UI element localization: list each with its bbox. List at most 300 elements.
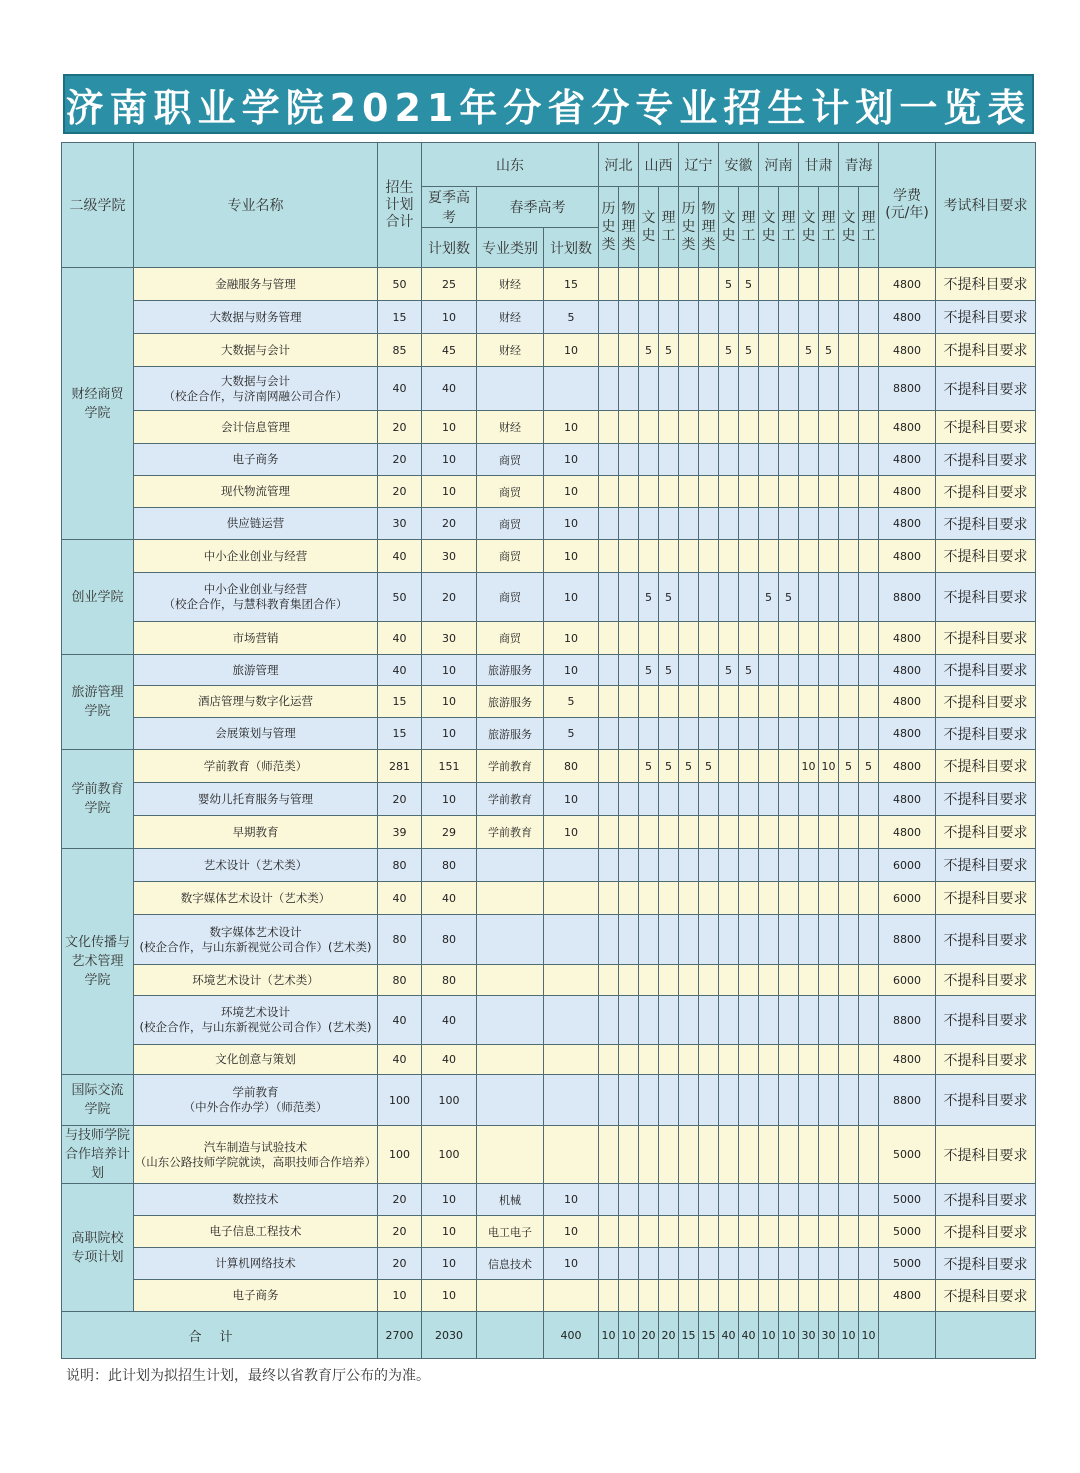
summer-plan-cell: 80 [422,915,477,965]
tuition-cell: 4800 [879,718,936,750]
province-plan-cell [859,444,879,476]
province-plan-cell [619,996,639,1045]
province-plan-cell [599,1126,619,1184]
province-plan-cell [639,411,659,444]
province-plan-sum: 10 [599,1312,619,1359]
province-plan-cell [659,783,679,816]
province-plan-cell [719,750,739,783]
enrollment-plan-table [61,142,1036,1359]
province-plan-cell [699,882,719,915]
tuition-cell: 4800 [879,301,936,334]
province-plan-cell: 5 [699,750,719,783]
province-plan-cell [819,1216,839,1248]
province-plan-cell [699,718,719,750]
province-plan-cell [759,444,779,476]
province-plan-cell [739,1075,759,1126]
province-plan-cell [739,686,759,718]
province-plan-sum: 15 [679,1312,699,1359]
summer-plan-cell: 100 [422,1075,477,1126]
province-plan-sum: 20 [659,1312,679,1359]
province-plan-cell [759,1248,779,1280]
province-plan-cell [839,476,859,508]
province-plan-cell [599,411,619,444]
province-plan-cell [859,882,879,915]
province-plan-cell [859,268,879,301]
province-plan-cell: 10 [819,750,839,783]
table-row [62,1126,1036,1184]
province-plan-cell [619,718,639,750]
province-plan-cell: 5 [839,750,859,783]
exam-requirement-cell: 不提科目要求 [936,686,1036,718]
province-plan-cell: 5 [639,573,659,622]
summer-plan-cell: 40 [422,882,477,915]
province-plan-cell [639,1280,659,1312]
total-plan-sum: 2700 [378,1312,422,1359]
province-plan-cell [859,573,879,622]
province-plan-cell [859,334,879,367]
summer-plan-cell: 10 [422,301,477,334]
province-plan-cell [779,540,799,573]
exam-requirement-cell: 不提科目要求 [936,540,1036,573]
province-plan-cell [719,1045,739,1075]
header-province-anhui: 安徽 [719,143,759,187]
spring-category-cell: 财经 [477,411,544,444]
province-plan-cell [679,718,699,750]
province-plan-cell [719,996,739,1045]
province-plan-cell [679,849,699,882]
province-plan-cell [779,622,799,655]
spring-plan-cell [544,996,599,1045]
header-subject: 物 理 类 [699,187,719,268]
table-row [62,1075,1036,1126]
province-plan-cell [759,849,779,882]
spring-plan-cell [544,367,599,411]
total-plan-cell: 40 [378,655,422,686]
province-plan-cell [859,915,879,965]
major-cell: 大数据与会计 [134,334,378,367]
major-cell: 旅游管理 [134,655,378,686]
tuition-cell: 4800 [879,476,936,508]
province-plan-cell [679,816,699,849]
province-plan-sum: 10 [619,1312,639,1359]
province-plan-cell [759,965,779,996]
province-plan-cell [779,411,799,444]
spring-plan-cell: 10 [544,783,599,816]
province-plan-cell [719,783,739,816]
province-plan-cell [799,573,819,622]
province-plan-cell [719,816,739,849]
province-plan-cell [839,849,859,882]
header-subject: 理 工 [819,187,839,268]
major-cell: 环境艺术设计 (校企合作，与山东新视觉公司合作）(艺术类) [134,996,378,1045]
total-plan-cell: 40 [378,622,422,655]
table-row [62,816,1036,849]
spring-category-cell: 财经 [477,301,544,334]
spring-category-cell [477,367,544,411]
province-plan-cell [599,686,619,718]
exam-requirement-cell: 不提科目要求 [936,750,1036,783]
summer-plan-cell: 10 [422,1216,477,1248]
province-plan-cell [759,1280,779,1312]
province-plan-cell [699,1075,719,1126]
province-plan-cell [599,268,619,301]
title-banner [63,74,1034,134]
province-plan-cell [779,686,799,718]
summer-plan-cell: 80 [422,849,477,882]
province-plan-cell [739,1045,759,1075]
spring-plan-cell: 10 [544,1216,599,1248]
province-plan-cell [739,1184,759,1216]
province-plan-cell: 5 [759,573,779,622]
province-plan-cell [699,444,719,476]
province-plan-cell [819,508,839,540]
header-province-shanxi: 山西 [639,143,679,187]
province-plan-cell [599,334,619,367]
province-plan-cell [679,334,699,367]
major-cell: 酒店管理与数字化运营 [134,686,378,718]
province-plan-cell [599,444,619,476]
exam-requirement-cell: 不提科目要求 [936,1280,1036,1312]
province-plan-cell [639,1075,659,1126]
major-cell: 婴幼儿托育服务与管理 [134,783,378,816]
tuition-cell: 8800 [879,367,936,411]
province-plan-cell: 5 [739,268,759,301]
exam-requirement-cell: 不提科目要求 [936,1216,1036,1248]
spring-category-cell: 旅游服务 [477,655,544,686]
province-plan-cell: 5 [739,334,759,367]
header-spring-plan: 计划数 [544,228,599,268]
province-plan-cell [699,1280,719,1312]
province-plan-cell [799,268,819,301]
major-cell: 汽车制造与试验技术 （山东公路技师学院就读，高职技师合作培养） [134,1126,378,1184]
table-row [62,882,1036,915]
province-plan-cell [659,301,679,334]
province-plan-cell [819,1184,839,1216]
province-plan-cell [639,1126,659,1184]
spring-category-cell: 电工电子 [477,1216,544,1248]
province-plan-cell [759,508,779,540]
summer-plan-cell: 30 [422,540,477,573]
spring-category-cell: 旅游服务 [477,686,544,718]
province-plan-cell [719,301,739,334]
header-shandong: 山东 [422,143,599,187]
table-row [62,686,1036,718]
province-plan-cell [719,622,739,655]
province-plan-cell [859,1045,879,1075]
table-row [62,573,1036,622]
province-plan-cell [759,540,779,573]
spring-plan-cell: 10 [544,573,599,622]
header-summer: 夏季高考 [422,187,477,228]
province-plan-cell [599,622,619,655]
exam-requirement-cell: 不提科目要求 [936,783,1036,816]
province-plan-cell: 5 [719,334,739,367]
table-body [62,268,1036,1359]
table-row [62,508,1036,540]
province-plan-cell [699,1216,719,1248]
province-plan-cell [659,816,679,849]
province-plan-cell [799,915,819,965]
province-plan-cell [839,334,859,367]
province-plan-cell [699,508,719,540]
total-plan-cell: 40 [378,996,422,1045]
tuition-cell: 6000 [879,849,936,882]
exam-requirement-cell: 不提科目要求 [936,411,1036,444]
province-plan-cell [639,915,659,965]
province-plan-cell: 10 [799,750,819,783]
total-plan-cell: 15 [378,301,422,334]
exam-requirement-cell: 不提科目要求 [936,622,1036,655]
province-plan-cell [619,1248,639,1280]
summer-plan-cell: 10 [422,1184,477,1216]
province-plan-cell [619,476,639,508]
province-plan-cell [719,411,739,444]
province-plan-cell [659,1184,679,1216]
spring-category-cell: 学前教育 [477,750,544,783]
province-plan-cell [779,367,799,411]
province-plan-cell [779,268,799,301]
province-plan-cell [639,783,659,816]
province-plan-cell [739,411,759,444]
table-row [62,334,1036,367]
province-plan-cell [679,965,699,996]
exam-requirement-cell: 不提科目要求 [936,1126,1036,1184]
tuition-cell: 4800 [879,783,936,816]
spring-plan-cell: 10 [544,540,599,573]
province-plan-cell [799,444,819,476]
province-plan-cell [819,1045,839,1075]
table-row [62,1216,1036,1248]
province-plan-sum: 15 [699,1312,719,1359]
province-plan-cell [639,476,659,508]
exam-requirement-cell: 不提科目要求 [936,849,1036,882]
spring-category-cell: 旅游服务 [477,718,544,750]
province-plan-cell [819,573,839,622]
province-plan-cell [739,718,759,750]
province-plan-cell [599,783,619,816]
province-plan-cell [659,718,679,750]
province-plan-cell [719,444,739,476]
spring-category-cell [477,1045,544,1075]
province-plan-cell [839,301,859,334]
province-plan-cell [859,655,879,686]
province-plan-cell [839,1184,859,1216]
header-subject: 文 史 [799,187,819,268]
header-subject: 历 史 类 [599,187,619,268]
province-plan-cell [679,882,699,915]
province-plan-cell [779,1075,799,1126]
province-plan-cell [759,1216,779,1248]
province-plan-cell [859,301,879,334]
header-subject: 文 史 [719,187,739,268]
exam-requirement-cell: 不提科目要求 [936,1075,1036,1126]
major-cell: 市场营销 [134,622,378,655]
province-plan-cell [599,655,619,686]
province-plan-cell [779,1248,799,1280]
exam-requirement-cell: 不提科目要求 [936,367,1036,411]
tuition-cell: 5000 [879,1216,936,1248]
province-plan-cell [819,686,839,718]
province-plan-cell [599,301,619,334]
province-plan-cell [619,655,639,686]
province-plan-cell [759,367,779,411]
province-plan-cell [659,1280,679,1312]
province-plan-cell [799,655,819,686]
tuition-cell: 5000 [879,1126,936,1184]
province-plan-cell [859,1248,879,1280]
province-plan-cell [659,849,679,882]
province-plan-cell [779,444,799,476]
province-plan-cell [719,540,739,573]
total-plan-cell: 20 [378,1248,422,1280]
tuition-cell: 8800 [879,573,936,622]
province-plan-cell [839,996,859,1045]
major-cell: 学前教育（师范类） [134,750,378,783]
province-plan-cell [639,301,659,334]
province-plan-cell [859,367,879,411]
province-plan-cell [659,508,679,540]
spring-category-cell: 商贸 [477,444,544,476]
province-plan-cell [759,783,779,816]
total-plan-cell: 40 [378,540,422,573]
province-plan-cell [819,1280,839,1312]
province-plan-cell [839,816,859,849]
province-plan-cell [779,750,799,783]
table-row [62,476,1036,508]
exam-requirement-cell: 不提科目要求 [936,301,1036,334]
spring-category-cell: 商贸 [477,573,544,622]
spring-category-cell [477,849,544,882]
province-plan-cell [799,1184,819,1216]
province-plan-sum: 20 [639,1312,659,1359]
table-row [62,1280,1036,1312]
college-cell: 学前教育 学院 [62,750,134,849]
province-plan-cell [619,1216,639,1248]
province-plan-cell [859,540,879,573]
province-plan-cell [819,268,839,301]
total-plan-cell: 20 [378,444,422,476]
summer-plan-cell: 151 [422,750,477,783]
province-plan-cell [619,783,639,816]
province-plan-cell [799,508,819,540]
province-plan-cell [859,1075,879,1126]
summer-plan-cell: 29 [422,816,477,849]
province-plan-cell: 5 [859,750,879,783]
tuition-cell: 6000 [879,882,936,915]
total-plan-cell: 15 [378,686,422,718]
header-province-hebei: 河北 [599,143,639,187]
province-plan-cell [779,334,799,367]
total-plan-cell: 80 [378,849,422,882]
summer-plan-cell: 100 [422,1126,477,1184]
exam-requirement-cell: 不提科目要求 [936,655,1036,686]
province-plan-cell [799,540,819,573]
tuition-cell: 4800 [879,816,936,849]
spring-plan-cell: 5 [544,686,599,718]
province-plan-cell [679,996,699,1045]
province-plan-cell [819,1126,839,1184]
tuition-cell: 4800 [879,268,936,301]
province-plan-cell [699,622,719,655]
province-plan-cell [799,476,819,508]
exam-requirement-cell: 不提科目要求 [936,718,1036,750]
province-plan-cell [819,965,839,996]
province-plan-cell [839,718,859,750]
province-plan-cell [799,849,819,882]
province-plan-cell [599,816,619,849]
province-plan-cell [779,783,799,816]
total-plan-cell: 20 [378,783,422,816]
province-plan-cell [639,1248,659,1280]
spring-category-cell [477,915,544,965]
province-plan-cell: 5 [819,334,839,367]
province-plan-cell [819,476,839,508]
province-plan-cell [659,540,679,573]
spring-plan-cell [544,965,599,996]
province-plan-cell [639,816,659,849]
province-plan-sum: 10 [759,1312,779,1359]
college-cell: 财经商贸 学院 [62,268,134,540]
province-plan-cell [759,686,779,718]
province-plan-cell [619,1075,639,1126]
province-plan-cell [839,1126,859,1184]
header-province-gansu: 甘肃 [799,143,839,187]
province-plan-cell [619,1126,639,1184]
header-subject: 历 史 类 [679,187,699,268]
province-plan-cell [859,508,879,540]
province-plan-cell [619,1280,639,1312]
table-row [62,1045,1036,1075]
province-plan-cell [699,1126,719,1184]
province-plan-cell [679,301,699,334]
province-plan-cell [719,965,739,996]
province-plan-cell [619,301,639,334]
spring-category-cell [477,1126,544,1184]
province-plan-cell [619,334,639,367]
province-plan-cell [819,540,839,573]
spring-category-cell [477,965,544,996]
total-plan-cell: 100 [378,1075,422,1126]
total-plan-cell: 20 [378,1216,422,1248]
major-cell: 艺术设计（艺术类） [134,849,378,882]
province-plan-cell [799,996,819,1045]
province-plan-cell [799,965,819,996]
province-plan-cell [819,301,839,334]
province-plan-cell [799,816,819,849]
province-plan-cell [599,849,619,882]
province-plan-cell [699,915,719,965]
province-plan-cell [619,882,639,915]
province-plan-cell [759,915,779,965]
province-plan-cell [599,508,619,540]
province-plan-cell [819,411,839,444]
exam-requirement-cell: 不提科目要求 [936,476,1036,508]
province-plan-cell [779,1126,799,1184]
province-plan-cell [739,996,759,1045]
major-cell: 数字媒体艺术设计 (校企合作，与山东新视觉公司合作）(艺术类) [134,915,378,965]
province-plan-cell [719,1216,739,1248]
province-plan-cell [599,1184,619,1216]
province-plan-cell: 5 [799,334,819,367]
header-province-qinghai: 青海 [839,143,879,187]
province-plan-cell [719,1075,739,1126]
province-plan-cell [679,686,699,718]
exam-requirement-cell: 不提科目要求 [936,508,1036,540]
spring-category-cell [477,1280,544,1312]
province-plan-cell [599,750,619,783]
province-plan-cell [699,1184,719,1216]
province-plan-cell [859,1216,879,1248]
